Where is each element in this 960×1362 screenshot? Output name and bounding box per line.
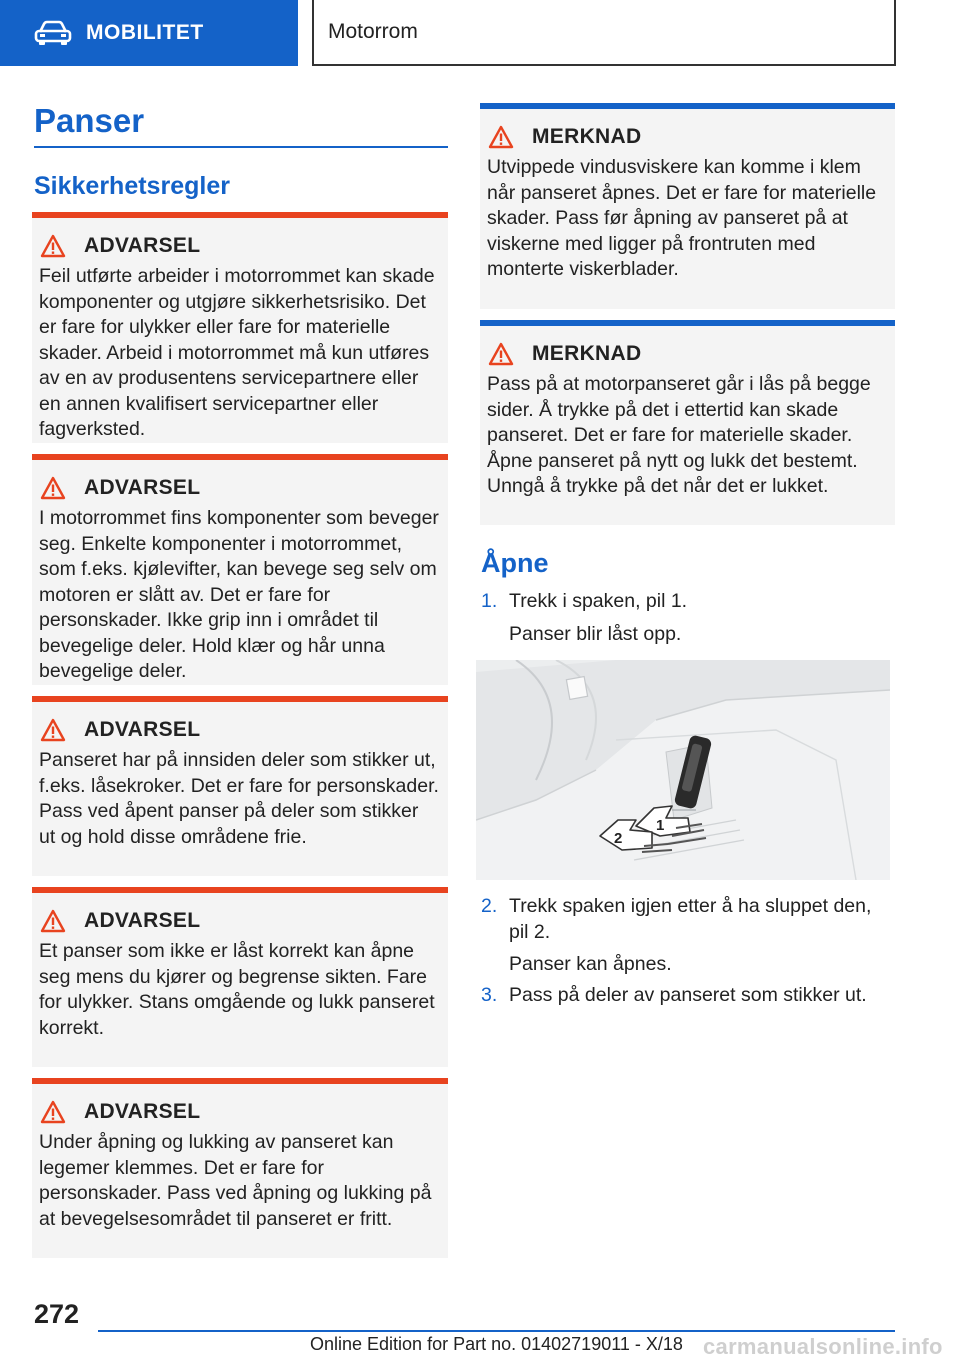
warning-text: Feil utførte arbeider i motorrommet kan skade komponenter og utgjøre sikkerhetsrisiko. Det er fare for ulykker eller fare for materielle skader. Arbeid i motorrommet må kun utføres av en av produsentens servicepartnere eller en annen kvalifisert servicepartner eller fagverksted.	[39, 265, 435, 440]
warning-triangle-icon	[488, 342, 514, 366]
warning-triangle-icon	[40, 909, 66, 933]
hood-release-illustration	[476, 660, 890, 880]
warning-label: ADVARSEL	[84, 476, 201, 499]
note-label: MERKNAD	[532, 342, 642, 365]
step-text: Pass på deler av panseret som stikker ut.	[509, 984, 867, 1006]
section-tab	[0, 0, 298, 66]
note-box	[480, 320, 895, 525]
warning-text: Panseret har på innsiden deler som stikker ut, f.eks. låsekroker. Det er fare for personskader. Pass ved åpent panser på deler som stikker ut og hold disse områdene frie.	[39, 749, 439, 848]
step-text: Trekk i spaken, pil 1.	[509, 590, 688, 612]
hood-release-figure	[476, 660, 890, 880]
warning-triangle-icon	[40, 1100, 66, 1124]
list-item	[481, 894, 895, 979]
title-divider	[34, 146, 448, 148]
warning-box	[32, 212, 448, 443]
warning-triangle-icon	[40, 476, 66, 500]
note-label: MERKNAD	[532, 125, 642, 148]
warning-triangle-icon	[488, 125, 514, 149]
warning-text: I motorrommet fins komponenter som beveger seg. Enkelte komponenter i motorrommet, som f.eks. kjølevifter, kan bevege seg selv om motoren er slått av. Det er fare for personskader. Ikke grip inn i området til bevegelige deler. Hold klær og hår unna bevegelige deler.	[39, 507, 439, 682]
step-result: Panser kan åpnes.	[509, 953, 672, 975]
warning-label: ADVARSEL	[84, 718, 201, 741]
section-subtitle: Sikkerhetsregler	[34, 172, 230, 200]
watermark: carmanualsonline.info	[703, 1334, 943, 1359]
warning-box	[32, 887, 448, 1067]
step-result: Panser blir låst opp.	[509, 622, 682, 645]
note-text: Utvippede vindusviskere kan komme i klem når panseret åpnes. Det er fare for materielle skader. Pass før åpning av panseret på at viskerne med ligger på frontruten med monterte viskerblader.	[487, 156, 877, 280]
chapter-title: Motorrom	[328, 20, 418, 43]
list-item	[481, 983, 895, 1013]
warning-label: ADVARSEL	[84, 909, 201, 932]
warning-box	[32, 1078, 448, 1258]
warning-label: ADVARSEL	[84, 1100, 201, 1123]
page-number: 272	[34, 1299, 80, 1329]
arrow-2-label: 2	[614, 830, 623, 847]
warning-triangle-icon	[40, 234, 66, 258]
section-title: MOBILITET	[86, 21, 204, 44]
note-text: Pass på at motorpanseret går i lås på begge sider. Å trykke på det i ettertid kan skade panseret. Det er fare for materielle skader. Åpne panseret på nytt og lukk det bestemt. Unngå å trykke på det når det er lukket.	[487, 373, 871, 497]
note-box	[480, 103, 895, 309]
warning-label: ADVARSEL	[84, 234, 201, 257]
arrow-1-label: 1	[656, 817, 665, 834]
chapter-header	[312, 0, 896, 66]
edition-text: Online Edition for Part no. 01402719011 - X/18	[310, 1334, 683, 1354]
step-text: Trekk spaken igjen etter å ha sluppet den, pil 2.	[509, 895, 872, 943]
page-title: Panser	[34, 102, 145, 139]
step-number: 3.	[481, 984, 498, 1006]
list-item	[481, 589, 895, 649]
warning-text: Under åpning og lukking av panseret kan legemer klemmes. Det er fare for personskader. Pass ved åpning og lukking på at bevegelsesområdet til panseret er fritt.	[39, 1131, 432, 1230]
warning-box	[32, 454, 448, 685]
car-icon	[34, 20, 72, 46]
step-number: 1.	[481, 590, 498, 612]
step-number: 2.	[481, 895, 498, 917]
warning-triangle-icon	[40, 718, 66, 742]
open-heading: Åpne	[481, 548, 549, 578]
footer-divider	[98, 1330, 895, 1332]
warning-text: Et panser som ikke er låst korrekt kan åpne seg mens du kjører og begrense sikten. Fare for ulykker. Stans omgående og lukk panseret korrekt.	[39, 940, 435, 1039]
warning-box	[32, 696, 448, 876]
